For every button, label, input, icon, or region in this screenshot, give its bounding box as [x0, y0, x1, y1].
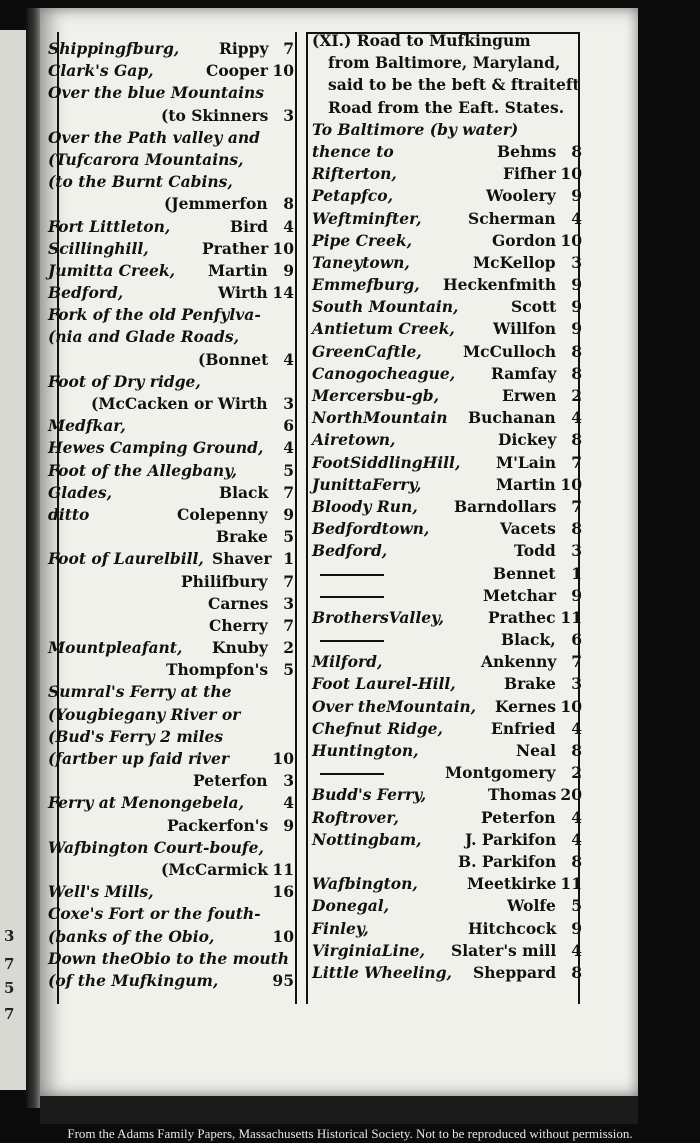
route-entry — [48, 815, 294, 837]
place-name: Antietum Creek, — [312, 319, 455, 339]
innkeeper-name: Thomas — [488, 785, 557, 805]
place-name: VirginiaLine, — [312, 940, 426, 960]
place-name: Chefnut Ridge, — [312, 718, 443, 738]
route-entry — [312, 829, 582, 851]
innkeeper-name: (McCarmick — [161, 859, 268, 879]
innkeeper-name: Shaver — [212, 549, 272, 569]
book-gutter — [26, 8, 40, 1108]
distance-miles: 2 — [283, 638, 294, 658]
place-name: Rifterton, — [312, 164, 397, 184]
place-name: Bloody Run, — [312, 496, 418, 516]
route-entry — [312, 696, 582, 718]
distance-miles: 2 — [571, 763, 582, 783]
route-entry — [312, 585, 582, 607]
innkeeper-name: (Jemmerfon — [164, 194, 268, 214]
route-entry — [312, 141, 582, 163]
route-entry — [48, 726, 294, 748]
prev-page-fragment: 5 — [4, 979, 15, 997]
distance-miles: 8 — [283, 194, 294, 214]
innkeeper-name: Todd — [514, 541, 556, 561]
place-name: Clark's Gap, — [48, 61, 154, 81]
place-name: GreenCaftle, — [312, 341, 422, 361]
distance-miles: 4 — [571, 718, 582, 738]
innkeeper-name: Behms — [497, 141, 557, 161]
route-entry — [48, 393, 294, 415]
innkeeper-name: Peterfon — [481, 807, 556, 827]
distance-miles: 5 — [283, 660, 294, 680]
route-entry — [312, 718, 582, 740]
place-name: JunittaFerry, — [312, 474, 422, 494]
place-name: Bedford, — [48, 283, 124, 303]
place-name: Coxe's Fort or the fouth- — [48, 904, 261, 924]
route-entry — [312, 784, 582, 806]
place-name: Foot of the Allegbany, — [48, 460, 238, 480]
place-name: Well's Mills, — [48, 882, 154, 902]
route-entry — [312, 762, 582, 784]
distance-miles: 8 — [571, 741, 582, 760]
route-entry — [312, 740, 582, 762]
distance-miles: 6 — [283, 416, 294, 436]
route-entry — [48, 970, 294, 992]
place-name: Bedford, — [312, 541, 388, 561]
route-entry — [312, 940, 582, 962]
route-entry — [48, 704, 294, 726]
route-entry — [48, 770, 294, 792]
route-table — [312, 119, 582, 984]
innkeeper-name: (Bonnet — [198, 349, 269, 369]
place-name: (nia and Glade Roads, — [48, 327, 239, 347]
distance-miles: 4 — [571, 408, 582, 428]
innkeeper-name: B. Parkifon — [458, 851, 557, 871]
innkeeper-name: Buchanan — [468, 408, 556, 428]
route-entry — [48, 304, 294, 326]
route-entry — [48, 859, 294, 881]
route-entry — [312, 318, 582, 340]
route-entry — [48, 460, 294, 482]
place-name: Jumitta Creek, — [48, 260, 176, 280]
distance-miles: 10 — [272, 749, 294, 768]
route-entry — [48, 282, 294, 304]
innkeeper-name: Brake — [216, 527, 268, 547]
place-name: Nottingbam, — [312, 829, 422, 849]
distance-miles: 4 — [571, 807, 582, 827]
distance-miles: 10 — [560, 474, 582, 494]
route-entry — [48, 548, 294, 570]
route-header-line: said to be the beft & ftraiteft — [328, 75, 580, 95]
place-name: Emmefburg, — [312, 275, 420, 295]
route-entry — [312, 563, 582, 585]
distance-miles: 10 — [560, 696, 582, 716]
distance-miles: 4 — [283, 793, 294, 813]
distance-miles: 1 — [571, 563, 582, 583]
route-entry — [312, 540, 582, 562]
route-entry — [48, 482, 294, 504]
distance-miles: 3 — [283, 771, 294, 791]
innkeeper-name: Sheppard — [473, 962, 557, 982]
distance-miles: 3 — [571, 541, 582, 561]
route-entry — [48, 903, 294, 925]
distance-miles: 9 — [283, 504, 294, 524]
distance-miles: 11 — [272, 859, 294, 879]
distance-miles: 8 — [571, 363, 582, 383]
innkeeper-name: J. Parkifon — [465, 829, 557, 849]
route-header-line: Road from the Eaft. States. — [328, 97, 565, 117]
route-entry — [48, 681, 294, 703]
route-entry — [48, 659, 294, 681]
ditto-dash — [320, 574, 384, 576]
distance-miles: 4 — [283, 216, 294, 236]
route-entry — [312, 274, 582, 296]
route-entry — [312, 163, 582, 185]
place-name: Weftminfter, — [312, 208, 422, 228]
ditto-dash — [320, 773, 384, 775]
distance-miles: 20 — [560, 785, 582, 805]
route-entry — [48, 792, 294, 814]
route-entry — [312, 496, 582, 518]
distance-miles: 7 — [571, 452, 582, 472]
place-name: NorthMountain — [312, 408, 448, 428]
distance-miles: 9 — [571, 918, 582, 938]
distance-miles: 9 — [571, 275, 582, 295]
place-name: Fork of the old Penfylva- — [48, 305, 261, 325]
distance-miles: 7 — [571, 496, 582, 516]
distance-miles: 3 — [283, 394, 294, 413]
innkeeper-name: Prathec — [488, 607, 556, 627]
route-entry — [48, 171, 294, 193]
route-entry — [312, 895, 582, 917]
distance-miles: 7 — [571, 652, 582, 672]
innkeeper-name: Knuby — [212, 638, 268, 658]
route-entry — [312, 851, 582, 873]
innkeeper-name: Dickey — [498, 430, 557, 450]
place-name: (Bud's Ferry 2 miles — [48, 726, 224, 746]
place-name: Airetown, — [312, 430, 396, 450]
place-name: Fort Littleton, — [48, 216, 171, 236]
innkeeper-name: Bennet — [493, 563, 556, 583]
place-name: FootSiddlingHill, — [312, 452, 461, 472]
innkeeper-name: Colepenny — [177, 504, 268, 524]
distance-miles: 8 — [571, 851, 582, 871]
route-entry — [48, 881, 294, 903]
distance-miles: 2 — [571, 386, 582, 405]
place-name: Scillinghill, — [48, 238, 149, 258]
innkeeper-name: Prather — [202, 238, 269, 258]
route-entry — [48, 504, 294, 526]
innkeeper-name: Erwen — [502, 386, 557, 405]
route-entry — [48, 326, 294, 348]
route-entry — [48, 837, 294, 859]
innkeeper-name: Fifher — [503, 164, 556, 184]
innkeeper-name: (to Skinners — [161, 105, 269, 125]
route-entry — [48, 926, 294, 948]
route-entry — [48, 193, 294, 215]
distance-miles: 10 — [272, 238, 294, 258]
innkeeper-name: Philifbury — [181, 571, 268, 591]
distance-miles: 8 — [571, 341, 582, 361]
distance-miles: 9 — [283, 815, 294, 835]
place-name: (banks of the Obio, — [48, 926, 215, 946]
innkeeper-name: Black — [219, 482, 269, 502]
innkeeper-name: Wolfe — [507, 896, 556, 916]
route-entry — [48, 437, 294, 459]
route-entry — [48, 415, 294, 437]
distance-miles: 16 — [272, 882, 294, 902]
distance-miles: 10 — [560, 230, 582, 250]
place-name: Ferry at Menongebela, — [48, 793, 244, 813]
route-entry — [312, 452, 582, 474]
innkeeper-name: Martin — [496, 474, 556, 494]
distance-miles: 8 — [571, 430, 582, 450]
distance-miles: 7 — [283, 615, 294, 635]
route-entry — [312, 918, 582, 940]
place-name: BrothersValley, — [312, 607, 444, 627]
place-name: (of the Mufkingum, — [48, 970, 219, 990]
route-entry — [48, 637, 294, 659]
innkeeper-name: Ankenny — [481, 652, 557, 672]
place-name: Glades, — [48, 482, 112, 502]
place-name: Foot of Dry ridge, — [48, 371, 201, 391]
prev-page-fragment: 7 — [4, 955, 15, 973]
innkeeper-name: Montgomery — [445, 763, 556, 783]
distance-miles: 10 — [272, 61, 294, 81]
place-name: Finley, — [312, 918, 369, 938]
innkeeper-name: Kernes — [495, 696, 557, 716]
innkeeper-name: Slater's mill — [451, 940, 557, 960]
route-entry — [312, 385, 582, 407]
distance-miles: 8 — [571, 519, 582, 539]
place-name: Huntington, — [312, 741, 419, 760]
distance-miles: 9 — [571, 186, 582, 206]
place-name: South Mountain, — [312, 297, 459, 317]
innkeeper-name: Peterfon — [193, 771, 268, 791]
innkeeper-name: Martin — [208, 260, 268, 280]
left-column — [48, 38, 294, 992]
route-entry — [312, 230, 582, 252]
place-name: (Yougbiegany River or — [48, 704, 241, 724]
route-entry — [48, 526, 294, 548]
route-entry — [48, 105, 294, 127]
route-entry — [312, 962, 582, 984]
route-entry — [312, 208, 582, 230]
distance-miles: 3 — [283, 105, 294, 125]
distance-miles: 8 — [571, 141, 582, 161]
distance-miles: 7 — [283, 571, 294, 591]
innkeeper-name: Brake — [504, 674, 556, 694]
place-name: Wafbington Court-boufe, — [48, 837, 264, 857]
route-header-line: from Baltimore, Maryland, — [328, 53, 561, 73]
prev-page-fragment: 7 — [4, 1005, 15, 1023]
route-entry — [312, 363, 582, 385]
route-entry — [312, 673, 582, 695]
place-name: (fartber up faid river — [48, 749, 230, 768]
innkeeper-name: Cooper — [206, 61, 268, 81]
route-entry — [48, 371, 294, 393]
place-name: Over theMountain, — [312, 696, 477, 716]
innkeeper-name: Wirth — [218, 283, 268, 303]
place-name: Mercersbu-gb, — [312, 386, 439, 405]
route-entry — [48, 38, 294, 60]
innkeeper-name: Willfon — [493, 319, 557, 339]
route-header — [312, 30, 582, 119]
distance-miles: 1 — [283, 549, 294, 569]
distance-miles: 7 — [283, 39, 294, 58]
distance-miles: 10 — [272, 926, 294, 946]
innkeeper-name: Hitchcock — [468, 918, 557, 938]
innkeeper-name: Packerfon's — [167, 815, 269, 835]
route-entry — [312, 252, 582, 274]
route-entry — [312, 119, 582, 141]
innkeeper-name: M'Lain — [496, 452, 557, 472]
innkeeper-name: Gordon — [492, 230, 557, 250]
place-name: Foot of Laurelbill, — [48, 549, 204, 569]
innkeeper-name: Heckenfmith — [443, 275, 557, 295]
route-entry — [312, 429, 582, 451]
distance-miles: 9 — [571, 319, 582, 339]
place-name: Over the blue Mountains — [48, 83, 264, 103]
distance-miles: 9 — [571, 585, 582, 605]
place-name: Budd's Ferry, — [312, 785, 427, 805]
route-entry — [312, 518, 582, 540]
distance-miles: 11 — [560, 607, 582, 627]
distance-miles: 4 — [283, 349, 294, 369]
innkeeper-name: Vacets — [500, 519, 556, 539]
distance-miles: 4 — [571, 208, 582, 228]
route-entry — [48, 127, 294, 149]
distance-miles: 5 — [283, 527, 294, 547]
place-name: thence to — [312, 141, 394, 161]
route-entry — [48, 82, 294, 104]
distance-miles: 95 — [272, 970, 294, 990]
distance-miles: 4 — [571, 829, 582, 849]
route-entry — [48, 948, 294, 970]
route-entry — [312, 629, 582, 651]
distance-miles: 6 — [571, 630, 582, 650]
innkeeper-name: Barndollars — [454, 496, 557, 516]
innkeeper-name: Ramfay — [491, 363, 557, 383]
innkeeper-name: Bird — [230, 216, 268, 236]
innkeeper-name: Black, — [501, 630, 556, 650]
distance-miles: 3 — [283, 593, 294, 613]
ditto-dash — [320, 596, 384, 598]
place-name: Petapfco, — [312, 186, 393, 206]
place-name: Little Wheeling, — [312, 962, 452, 982]
distance-miles: 14 — [272, 283, 294, 303]
distance-miles: 4 — [283, 438, 294, 458]
innkeeper-name: Carnes — [208, 593, 269, 613]
place-name: Down theObio to the mouth — [48, 948, 290, 968]
place-name: Over the Path valley and — [48, 127, 260, 147]
innkeeper-name: Metchar — [483, 585, 557, 605]
innkeeper-name: Thompfon's — [166, 660, 269, 680]
route-entry — [312, 341, 582, 363]
distance-miles: 4 — [571, 940, 582, 960]
innkeeper-name: McCulloch — [463, 341, 557, 361]
place-name: Medfkar, — [48, 416, 126, 436]
place-name: Taneytown, — [312, 252, 410, 272]
innkeeper-name: Meetkirke — [467, 874, 557, 894]
innkeeper-name: Woolery — [486, 186, 556, 206]
prev-page-fragment: 3 — [4, 927, 15, 945]
route-entry — [48, 349, 294, 371]
innkeeper-name: Scherman — [468, 208, 556, 228]
distance-miles: 3 — [571, 674, 582, 694]
place-name: To Baltimore (by water) — [312, 119, 519, 139]
route-entry — [48, 593, 294, 615]
innkeeper-name: (McCacken or Wirth — [91, 394, 268, 413]
place-name: Hewes Camping Ground, — [48, 438, 264, 458]
place-name: Donegal, — [312, 896, 390, 916]
route-entry — [312, 807, 582, 829]
ditto-dash — [320, 640, 384, 642]
innkeeper-name: Rippy — [219, 39, 269, 58]
distance-miles: 11 — [560, 874, 582, 894]
distance-miles: 5 — [571, 896, 582, 916]
book-page — [40, 8, 638, 1096]
route-entry — [312, 185, 582, 207]
place-name: Sumral's Ferry at the — [48, 682, 232, 702]
place-name: (to the Burnt Cabins, — [48, 172, 233, 192]
innkeeper-name: McKellop — [473, 252, 556, 272]
distance-miles: 7 — [283, 482, 294, 502]
route-entry — [48, 260, 294, 282]
route-entry — [48, 571, 294, 593]
distance-miles: 9 — [571, 297, 582, 317]
place-name: Foot Laurel-Hill, — [312, 674, 456, 694]
place-name: Wafbington, — [312, 874, 418, 894]
place-name: Bedfordtown, — [312, 519, 430, 539]
previous-page-edge — [0, 30, 29, 1090]
route-entry — [48, 748, 294, 770]
distance-miles: 3 — [571, 252, 582, 272]
route-entry — [312, 474, 582, 496]
distance-miles: 8 — [571, 962, 582, 982]
route-entry — [48, 238, 294, 260]
place-name: (Tufcarora Mountains, — [48, 149, 244, 169]
innkeeper-name: Cherry — [209, 615, 268, 635]
place-name: Roftrover, — [312, 807, 399, 827]
route-entry — [312, 296, 582, 318]
route-entry — [312, 651, 582, 673]
copyright-footer: From the Adams Family Papers, Massachusetts Historical Society. Not to be reproduced without permission. — [67, 1126, 633, 1141]
distance-miles: 5 — [283, 460, 294, 480]
route-header-line: (XI.) Road to Mufkingum — [312, 31, 531, 50]
route-entry — [48, 60, 294, 82]
place-name: ditto — [48, 504, 90, 524]
route-entry — [312, 607, 582, 629]
place-name: Milford, — [312, 652, 383, 672]
distance-miles: 9 — [283, 260, 294, 280]
innkeeper-name: Neal — [516, 741, 556, 760]
distance-miles: 10 — [560, 164, 582, 184]
right-column — [312, 30, 582, 984]
route-entry — [48, 216, 294, 238]
page-bottom-shadow — [40, 1096, 638, 1124]
route-entry — [312, 407, 582, 429]
innkeeper-name: Scott — [511, 297, 557, 317]
route-entry — [312, 873, 582, 895]
place-name: Shippingfburg, — [48, 39, 180, 58]
place-name: Pipe Creek, — [312, 230, 413, 250]
route-entry — [48, 615, 294, 637]
place-name: Mountpleafant, — [48, 638, 183, 658]
route-entry — [48, 149, 294, 171]
innkeeper-name: Enfried — [491, 718, 556, 738]
place-name: Canogocheague, — [312, 363, 456, 383]
